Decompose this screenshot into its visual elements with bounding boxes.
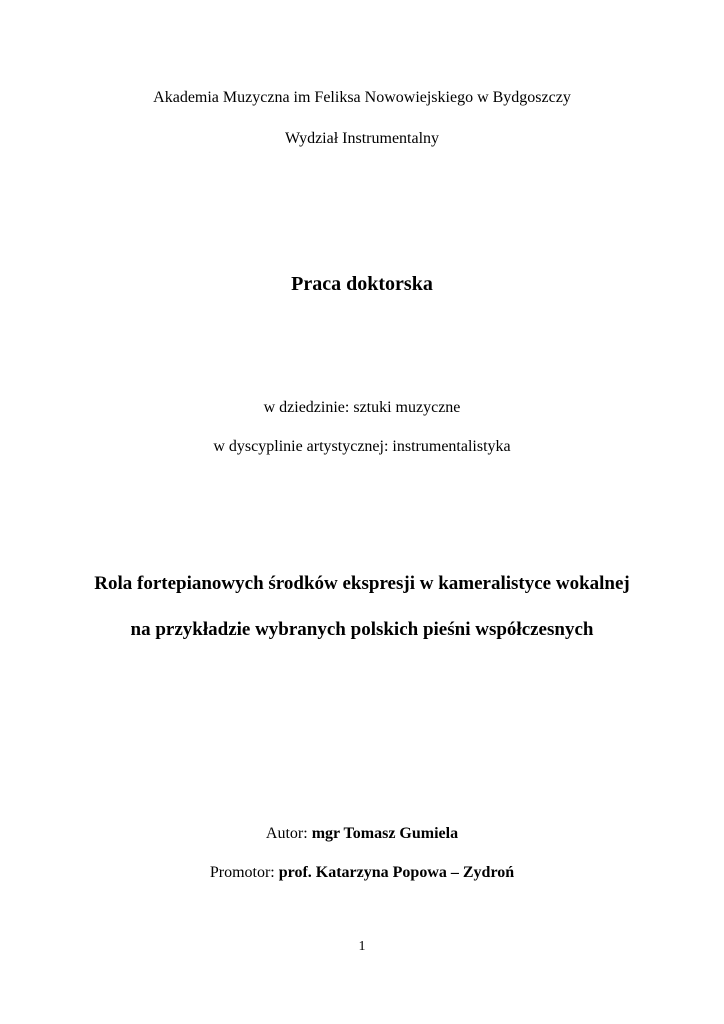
author-label: Autor: bbox=[265, 825, 308, 842]
author-name: mgr Tomasz Gumiela bbox=[311, 825, 459, 842]
page-number: 1 bbox=[358, 939, 366, 954]
institution-name: Akademia Muzyczna im Feliksa Nowowiejskiego w Bydgoszczy bbox=[153, 89, 571, 106]
promoter-line bbox=[0, 863, 724, 882]
thesis-title-line-2: na przykładzie wybranych polskich pieśni współczesnych bbox=[130, 619, 594, 640]
discipline-line: w dyscyplinie artystycznej: instrumentalistyka bbox=[213, 438, 511, 455]
faculty-name: Wydział Instrumentalny bbox=[284, 130, 440, 147]
author-line bbox=[0, 824, 724, 843]
document-type-title: Praca doktorska bbox=[291, 273, 433, 295]
promoter-label: Promotor: bbox=[209, 864, 275, 881]
promoter-name: prof. Katarzyna Popowa – Zydroń bbox=[278, 864, 515, 881]
thesis-title-line-1: Rola fortepianowych środków ekspresji w kameralistyce wokalnej bbox=[94, 573, 630, 594]
field-line: w dziedzinie: sztuki muzyczne bbox=[263, 399, 461, 416]
